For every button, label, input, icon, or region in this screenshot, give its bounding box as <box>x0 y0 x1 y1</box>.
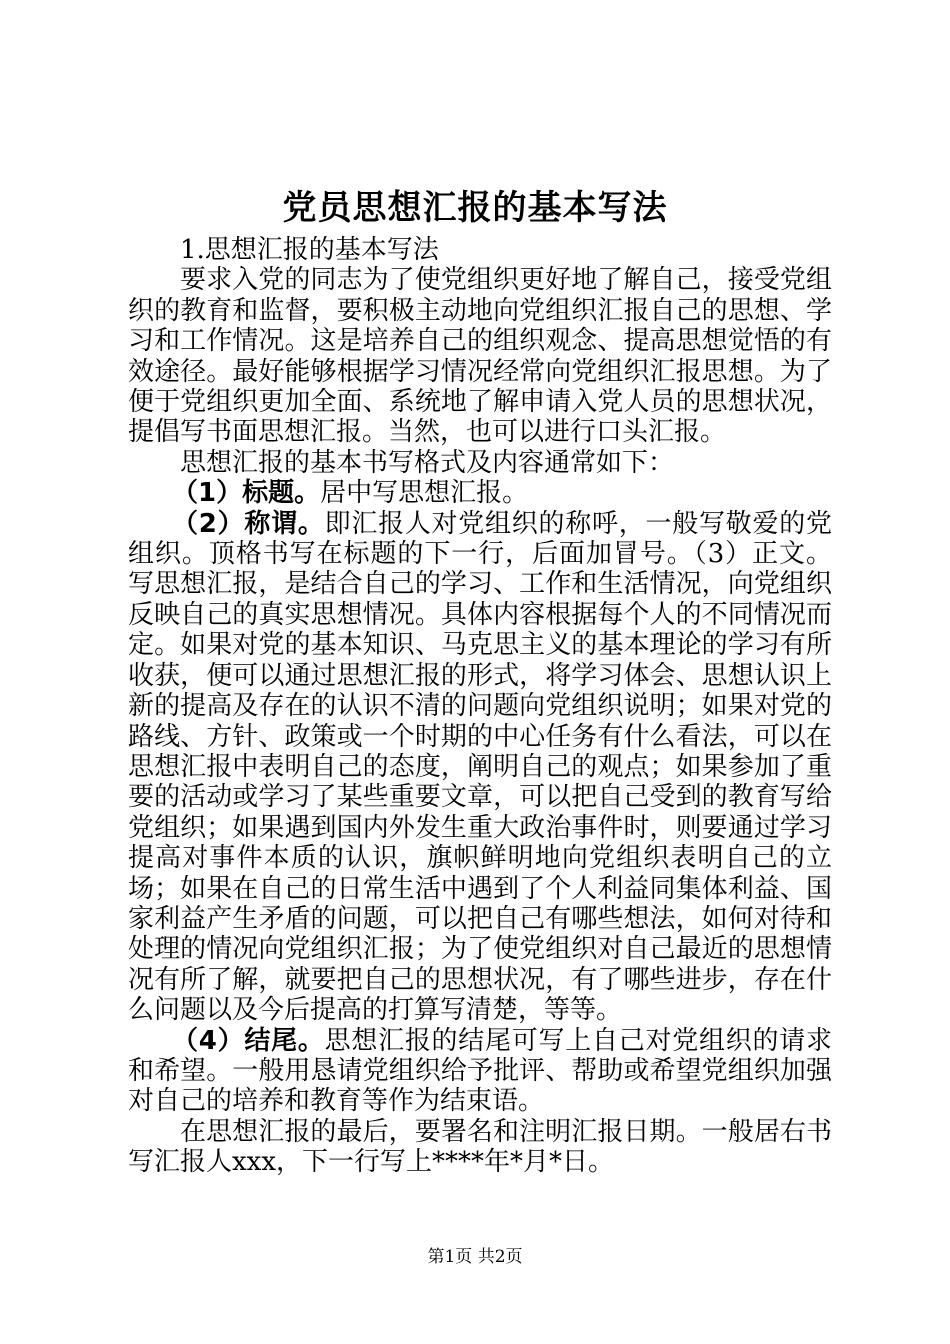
item-ending <box>128 1026 832 1117</box>
document-title: 党员思想汇报的基本写法 <box>282 188 668 228</box>
item-salutation <box>128 509 832 1026</box>
document-body <box>128 235 832 1178</box>
paragraph-format: 思想汇报的基本书写格式及内容通常如下： <box>180 447 675 478</box>
section-heading: 1.思想汇报的基本写法 <box>180 235 439 265</box>
item-salutation-text: 即汇报人对党组织的称呼，一般写敬爱的党组织。顶格书写在标题的下一行，后面加冒号。（3）正文。写思想汇报，是结合自己的学习、工作和生活情况，向党组织反映自己的真实思想情况。具体内容根据每个人的不同情况而定。如果对党的基本知识、马克思主义的基本理论的学习有所收获，便可以通过思想汇报的形式，将学习体会、思想认识上新的提高及存在的认识不清的问题向党组织说明；如果对党的路线、方针、政策或一个时期的中心任务有什么看法，可以在思想汇报中表明自己的态度，阐明自己的观点；如果参加了重要的活动或学习了某些重要文章，可以把自己受到的教育写给党组织；如果遇到国内外发生重大政治事件时，则要通过学习提高对事件本质的认识，旗帜鲜明地向党组织表明自己的立场；如果在自己的日常生活中遇到了个人利益同集体利益、国家利益产生矛盾的问题，可以把自己有哪些想法，如何对待和处理的情况向党组织汇报；为了使党组织对自己最近的思想情况有所了解，就要把自己的思想状况，有了哪些进步，存在什么问题以及今后提高的打算写清楚，等等。 <box>128 508 832 1026</box>
item-title <box>128 478 832 508</box>
item-title-text: 居中写思想汇报。 <box>320 478 529 509</box>
page-footer: 第1页 共2页 <box>427 1247 523 1267</box>
paragraph-closing: 在思想汇报的最后，要署名和注明汇报日期。一般居右书写汇报人xxx，下一行写上****年*月*日。 <box>128 1116 832 1178</box>
item-ending-text: 思想汇报的结尾可写上自己对党组织的请求和希望。一般用恳请党组织给予批评、帮助或希望党组织加强对自己的培养和教育等作为结束语。 <box>128 1025 832 1117</box>
item-ending-keyword: （4）结尾。 <box>172 1025 325 1056</box>
paragraph-intro: 要求入党的同志为了使党组织更好地了解自己，接受党组织的教育和监督，要积极主动地向党组织汇报自己的思想、学习和工作情况。这是培养自己的组织观念、提高思想觉悟的有效途径。最好能够根据学习情况经常向党组织汇报思想。为了便于党组织更加全面、系统地了解申请入党人员的思想状况，提倡写书面思想汇报。当然，也可以进行口头汇报。 <box>128 265 832 448</box>
item-title-keyword: （1）标题。 <box>172 478 321 509</box>
item-salutation-keyword: （2）称谓。 <box>172 508 325 539</box>
